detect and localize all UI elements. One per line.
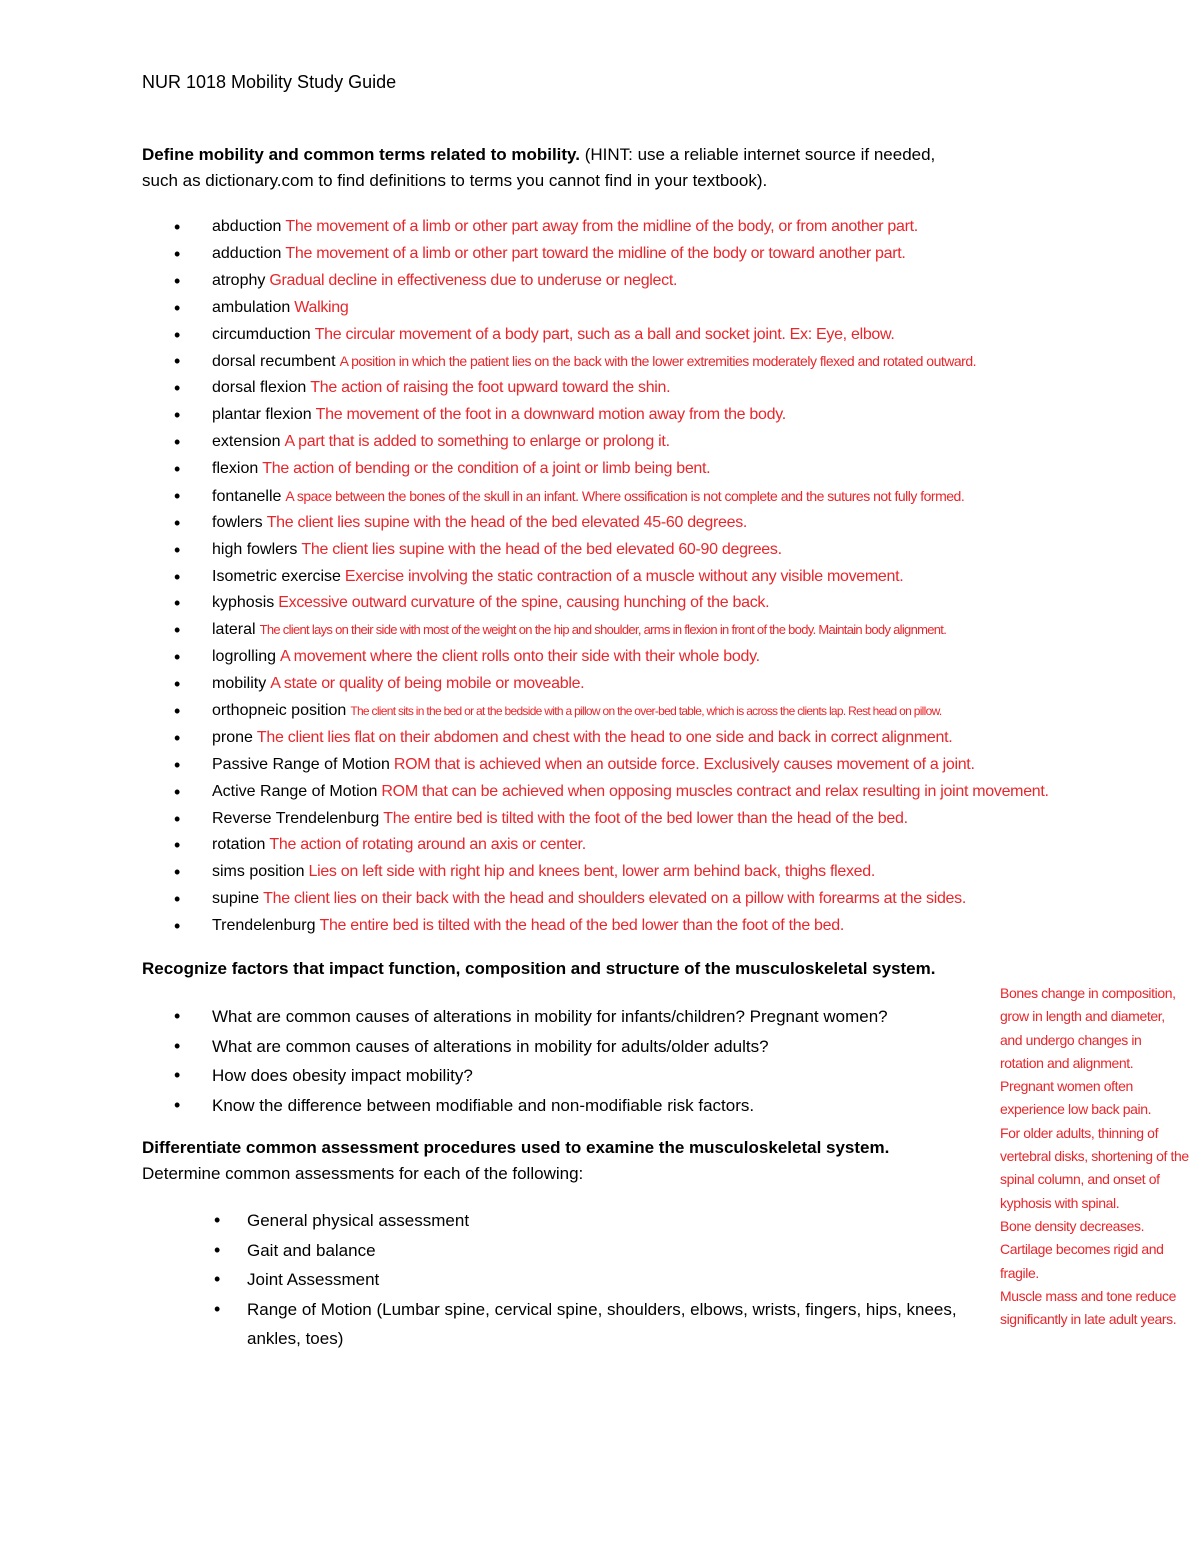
list-item (174, 348, 1200, 375)
definition: The entire bed is tilted with the foot of the bed lower than the head of the bed. (383, 809, 908, 827)
list-item (174, 913, 1200, 940)
definition: The client sits in the bed or at the bedside with a pillow on the over-bed table, which is across the clients lap. Rest head on pillow. (350, 704, 942, 719)
list-item: • How does obesity impact mobility? (174, 1061, 888, 1091)
note-line: For older adults, thinning of (1000, 1124, 1159, 1141)
section-heading-recognize: Recognize factors that impact function, composition and structure of the musculoskeletal system. (142, 959, 936, 978)
term: plantar flexion (212, 406, 312, 424)
list-item (174, 644, 1200, 671)
section-heading-differentiate (142, 1135, 1002, 1187)
list-item (174, 564, 1200, 591)
definition: The circular movement of a body part, such as a ball and socket joint. Ex: Eye, elbow. (314, 325, 895, 343)
list-item (174, 241, 1200, 268)
note-line: spinal column, and onset of (1000, 1171, 1160, 1188)
list-item (174, 268, 1200, 295)
note-line: rotation and alignment. (1000, 1054, 1134, 1071)
term: prone (212, 728, 253, 746)
note-line: Bones change in composition, (1000, 985, 1176, 1001)
terms-list (174, 214, 1200, 940)
list-item (174, 214, 1200, 241)
term: orthopneic position (212, 702, 347, 720)
term: supine (212, 890, 260, 908)
list-item (174, 698, 1200, 725)
term: logrolling (212, 648, 277, 666)
term: Reverse Trendelenburg (212, 809, 380, 827)
term: fowlers (212, 513, 263, 531)
list-item: • What are common causes of alterations in mobility for adults/older adults? (174, 1032, 888, 1062)
term: Isometric exercise (212, 567, 341, 585)
term: ambulation (212, 298, 291, 316)
definition: The client lies supine with the head of the bed elevated 60-90 degrees. (301, 540, 782, 558)
definition: Exercise involving the static contraction of a muscle without any visible movement. (344, 567, 904, 585)
term: dorsal recumbent (212, 353, 336, 371)
definition: The client lies supine with the head of the bed elevated 45-60 degrees. (266, 513, 748, 531)
list-item (174, 779, 1200, 806)
note-line: Muscle mass and tone reduce (1000, 1287, 1176, 1304)
definition: The movement of the foot in a downward motion away from the body. (315, 406, 786, 424)
definition: The action of bending or the condition of a joint or limb being bent. (262, 460, 711, 478)
section-heading-bold: Differentiate common assessment procedures used to examine the musculoskeletal system. (142, 1138, 890, 1157)
list-item (174, 725, 1200, 752)
note-line: Cartilage becomes rigid and (1000, 1241, 1164, 1258)
list-item (174, 671, 1200, 698)
definition: The action of rotating around an axis or center. (269, 836, 586, 854)
term: kyphosis (212, 594, 275, 612)
list-item: • Gait and balance (214, 1236, 1014, 1266)
note-line: significantly in late adult years. (1000, 1311, 1177, 1328)
list-item (174, 537, 1200, 564)
section-heading-hint-line2: such as dictionary.com to find definitions to terms you cannot find in your textbook). (142, 171, 768, 190)
list-item (174, 429, 1200, 456)
section-heading-bold: Define mobility and common terms related to mobility. (142, 145, 580, 164)
list-item (174, 886, 1200, 913)
note-line: Bone density decreases. (1000, 1217, 1145, 1234)
definition: The action of raising the foot upward toward the shin. (310, 379, 671, 397)
definition: ROM that is achieved when an outside force. Exclusively causes movement of a joint. (393, 755, 975, 773)
definition: The client lies on their back with the head and shoulders elevated on a pillow with forearms at the sides. (263, 890, 966, 908)
side-note-annotation (1000, 982, 1200, 1331)
definition: The client lies flat on their abdomen and chest with the head to one side and back in correct alignment. (256, 728, 953, 746)
term: circumduction (212, 325, 311, 343)
assessments-list (214, 1206, 1014, 1354)
term: adduction (212, 244, 282, 262)
note-line: experience low back pain. (1000, 1101, 1152, 1118)
note-line: fragile. (1000, 1264, 1039, 1281)
questions-list (174, 1002, 888, 1120)
term: Passive Range of Motion (212, 755, 390, 773)
list-item (174, 322, 1200, 349)
list-item (174, 402, 1200, 429)
term: rotation (212, 836, 266, 854)
definition: Gradual decline in effectiveness due to underuse or neglect. (269, 271, 678, 289)
note-line: kyphosis with spinal. (1000, 1194, 1120, 1211)
page-title: NUR 1018 Mobility Study Guide (142, 72, 397, 92)
definition: The movement of a limb or other part toward the midline of the body or toward another part. (285, 244, 906, 262)
term: extension (212, 433, 281, 451)
definition: A state or quality of being mobile or moveable. (270, 675, 585, 693)
definition: Excessive outward curvature of the spine, causing hunching of the back. (278, 594, 770, 612)
list-item (174, 752, 1200, 779)
section-heading-hint: (HINT: use a reliable internet source if needed, (579, 145, 936, 164)
term: fontanelle (212, 487, 282, 505)
section-subheading: Determine common assessments for each of the following: (142, 1164, 584, 1183)
list-item (174, 375, 1200, 402)
list-item: • What are common causes of alterations in mobility for infants/children? Pregnant women? (174, 1002, 888, 1032)
term: high fowlers (212, 540, 298, 558)
definition: The entire bed is tilted with the head of the bed lower than the foot of the bed. (319, 917, 844, 935)
term: dorsal flexion (212, 379, 307, 397)
list-item: • Joint Assessment (214, 1265, 1014, 1295)
term: atrophy (212, 271, 266, 289)
definition: A movement where the client rolls onto their side with their whole body. (280, 648, 760, 666)
list-item: • General physical assessment (214, 1206, 1014, 1236)
note-line: grow in length and diameter, (1000, 1008, 1165, 1025)
list-item: • Range of Motion (Lumbar spine, cervical spine, shoulders, elbows, wrists, fingers, hips, knees, ankles, toes) (214, 1295, 1007, 1354)
term: Active Range of Motion (212, 782, 378, 800)
definition: A space between the bones of the skull in an infant. Where ossification is not complete and the sutures not fully formed. (285, 487, 965, 504)
term: mobility (212, 675, 267, 693)
definition: The client lays on their side with most of the weight on the hip and shoulder, arms in flexion in front of the body. Maintain body alignment. (259, 622, 947, 638)
term: sims position (212, 863, 305, 881)
term: flexion (212, 460, 259, 478)
definition: The movement of a limb or other part away from the midline of the body, or from another part. (285, 218, 918, 235)
list-item (174, 590, 1200, 617)
list-item: • Know the difference between modifiable and non-modifiable risk factors. (174, 1091, 888, 1121)
list-item (174, 617, 1200, 644)
definition: Lies on left side with right hip and knees bent, lower arm behind back, thighs flexed. (308, 863, 876, 881)
list-item (174, 510, 1200, 537)
definition: A position in which the patient lies on the back with the lower extremities moderately flexed and rotated outward. (339, 353, 977, 370)
definition: A part that is added to something to enlarge or prolong it. (284, 433, 670, 451)
note-line: vertebral disks, shortening of the (1000, 1148, 1189, 1165)
term: lateral (212, 621, 256, 639)
list-item (174, 806, 1200, 833)
definition: Walking (294, 298, 349, 316)
note-line: Pregnant women often (1000, 1078, 1133, 1095)
list-item (174, 295, 1200, 322)
term: abduction (212, 218, 282, 235)
list-item (174, 832, 1200, 859)
section-heading-define (142, 142, 1062, 194)
list-item (174, 859, 1200, 886)
term: Trendelenburg (212, 917, 316, 935)
list-item (174, 456, 1200, 483)
definition: ROM that can be achieved when opposing muscles contract and relax resulting in joint movement. (381, 782, 1049, 800)
note-line: and undergo changes in (1000, 1031, 1142, 1048)
list-item (174, 483, 1200, 510)
